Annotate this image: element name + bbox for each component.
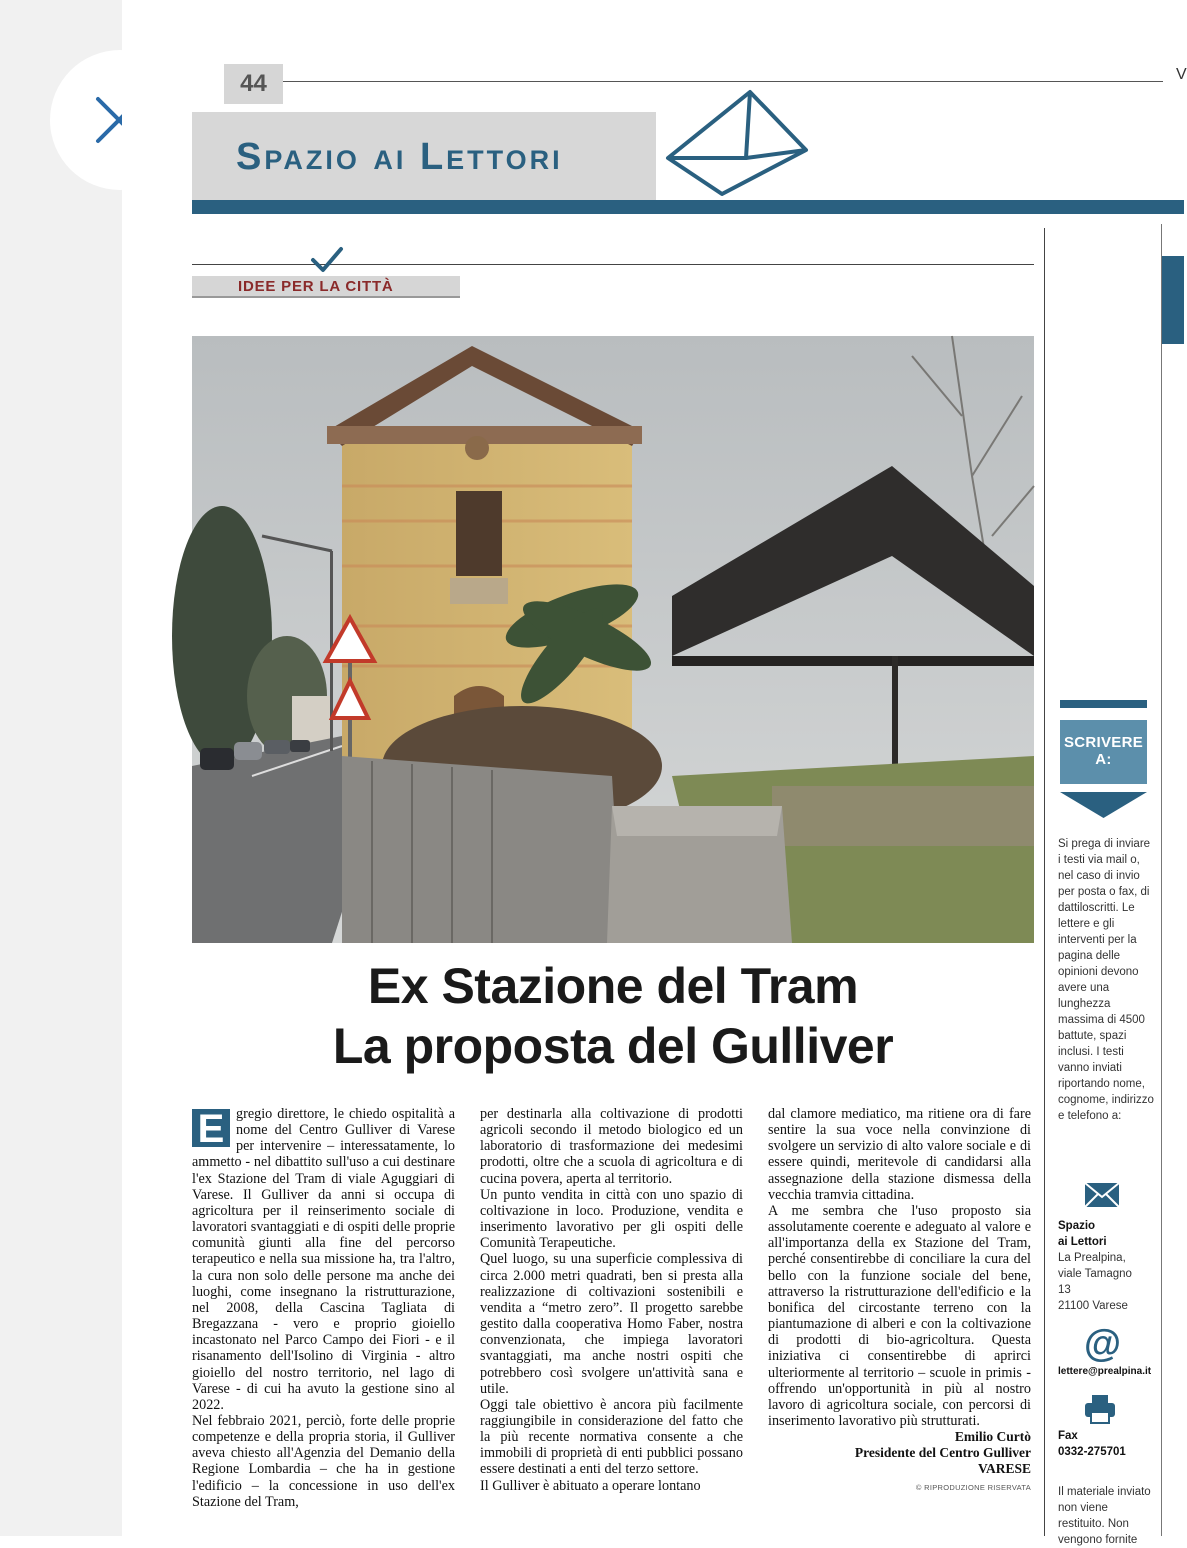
sidebar-instructions: Si prega di inviare i testi via mail o, nel caso di invio per posta o fax, di dattiloscritti. Le lettere e gli interventi per la pagina delle opinioni devono avere una lunghezza massima di 4500 battute, spazi inclusi. I testi vanno inviati riportando nome, cognome, indirizzo e telefono a: xyxy=(1058,838,1154,1122)
drop-cap: E xyxy=(192,1109,230,1147)
paragraph: Quel luogo, su una superficie complessiva di circa 2.000 metri quadrati, ben si presta alla realizzazione di coltivazioni sostenibili e vendita a “metro zero”. Il progetto sarebbe gestito dalla cooperativa Homo Faber, nostra convenzionata, che impiega lavoratori svantaggiati, ma anche nostri ospiti che potrebbero così svolgere un'attività sana e utile. xyxy=(480,1251,743,1397)
paragraph: Il Gulliver è abituato a operare lontano xyxy=(480,1477,701,1494)
headline-line-2: La proposta del Gulliver xyxy=(332,1018,894,1074)
copyright-notice: © RIPRODUZIONE RISERVATA xyxy=(915,1483,1031,1493)
paragraph: Un punto vendita in città con uno spazio di coltivazione in loco. Produzione, vendita e inserimento lavorativo per gli ospiti delle Comunità Terapeutiche. xyxy=(480,1186,743,1252)
headline-line-1: Ex Stazione del Tram xyxy=(367,958,859,1014)
article-column-2 xyxy=(480,1106,743,1494)
category-label: IDEE PER LA CITTÀ xyxy=(238,278,394,295)
postal-address xyxy=(1058,1218,1158,1314)
fax-icon xyxy=(1084,1394,1116,1424)
article-body xyxy=(192,1106,1036,1526)
edge-divider xyxy=(1161,224,1162,1536)
down-arrow-icon xyxy=(1060,792,1147,818)
sidebar-note: Il materiale inviato non viene restituito. Non vengono fornite xyxy=(1058,1486,1151,1546)
viewer-gutter xyxy=(0,0,122,1536)
next-page-letter: V xyxy=(1176,66,1187,83)
column-divider xyxy=(1044,228,1045,1536)
signature-name: Emilio Curtò xyxy=(954,1429,1031,1445)
signature-city: VARESE xyxy=(977,1461,1031,1477)
sidebar-top-bar xyxy=(1060,700,1147,708)
address-title-1: Spazio xyxy=(1058,1220,1096,1232)
article-column-3 xyxy=(768,1106,1031,1496)
fax-number: 0332-275701 xyxy=(1058,1446,1126,1458)
at-icon: @ xyxy=(1084,1323,1122,1365)
address-title-2: ai Lettori xyxy=(1058,1236,1107,1248)
signature-role: Presidente del Centro Gulliver xyxy=(854,1445,1031,1461)
paragraph: per destinarla alla coltivazione di prodotti agricoli secondo il metodo biologico ed un laboratorio di trasformazione dei medesimi prodotti, oltre che a scuola di agricoltura e di cucina povera, aperta al territorio. xyxy=(480,1106,743,1187)
section-title: Spazio ai Lettori xyxy=(236,136,563,178)
article-headline xyxy=(192,956,1034,1076)
article-column-1 xyxy=(192,1106,455,1510)
sidebar-heading: SCRIVERE A: xyxy=(1060,720,1147,784)
paragraph: Oggi tale obiettivo è ancora più facilmente raggiungibile in considerazione del fatto che la più recente normativa consente a che immobili di proprietà di enti pubblici possano essere destinati a enti del terzo settore. xyxy=(480,1396,743,1478)
paragraph: dal clamore mediatico, ma ritiene ora di fare sentire la sua voce nella convinzione di svolgere un servizio di alto valore sociale e di essere quindi, meritevole di candidarsi alla assegnazione della stazione dismessa della vecchia tramvia cittadina. xyxy=(768,1106,1031,1203)
page-number: 44 xyxy=(224,64,283,104)
checkmark-icon xyxy=(310,246,344,274)
header-rule xyxy=(283,81,1163,82)
envelope-icon xyxy=(664,88,810,198)
address-line-3: 13 xyxy=(1058,1284,1071,1296)
article-photo xyxy=(192,336,1034,943)
fax-label: Fax xyxy=(1058,1430,1078,1442)
paragraph: gregio direttore, le chiedo ospitalità a nome del Centro Gulliver di Varese per intervenire – interessatamente, lo ammetto - nel dibattito sull'uso a cui destinare l'ex Stazione del Tram di viale Aguggiari di Varese. Il Gulliver da anni si occupa di agricoltura per il reinserimento sociale di lavoratori svantaggiati e di ospiti delle proprie comunità giunti alla fine del percorso terapeutico e nella sua missione ha, tra l'altro, la cura non solo delle persone ma anche dei luoghi, come insegnano la ristrutturazione, nel 2008, della Cascina Tagliata di Bregazzana - vero e proprio gioiello incastonato nel Parco Campo dei Fiori - e il risanamento dell'Isolino di Virginia - altro gioiello del nostro territorio, nel lago di Varese - di cui ha avuto la gestione sino al 2022. xyxy=(192,1106,455,1413)
email-address[interactable]: lettere@prealpina.it xyxy=(1058,1366,1152,1377)
next-page-tab xyxy=(1162,256,1184,344)
mail-envelope-icon xyxy=(1084,1182,1120,1208)
address-line-2: viale Tamagno xyxy=(1058,1268,1132,1280)
paragraph: Nel febbraio 2021, perciò, forte delle proprie competenze e della propria storia, il Gulliver aveva chiesto all'Agenzia del Demanio della Regione Lombardia – che ha in gestione l'edificio – la concessione in uso dell'ex Stazione del Tram, xyxy=(192,1412,455,1510)
address-line-4: 21100 Varese xyxy=(1058,1300,1128,1312)
fax-info xyxy=(1058,1428,1126,1460)
section-blue-bar xyxy=(192,200,1184,214)
paragraph: A me sembra che l'uso proposto sia assolutamente coerente e adeguato al valore e all'importanza della ex Stazione del Tram, perché consentirebbe di conciliare la cura del bello con la funzione sociale del bene, attraverso la ristrutturazione dell'edificio e la bonifica del circostante terreno con la piantumazione di alberi e con la coltivazione di prodotti di bio-agricoltura. Questa iniziativa ci consentirebbe di aprirci ulteriormente al territorio – scuole in primis - offrendo un'opportunità in più al nostro lavoro di agricoltura sociale, con percorsi di inserimento lavorativo più strutturati. xyxy=(768,1202,1031,1429)
address-line-1: La Prealpina, xyxy=(1058,1252,1126,1264)
